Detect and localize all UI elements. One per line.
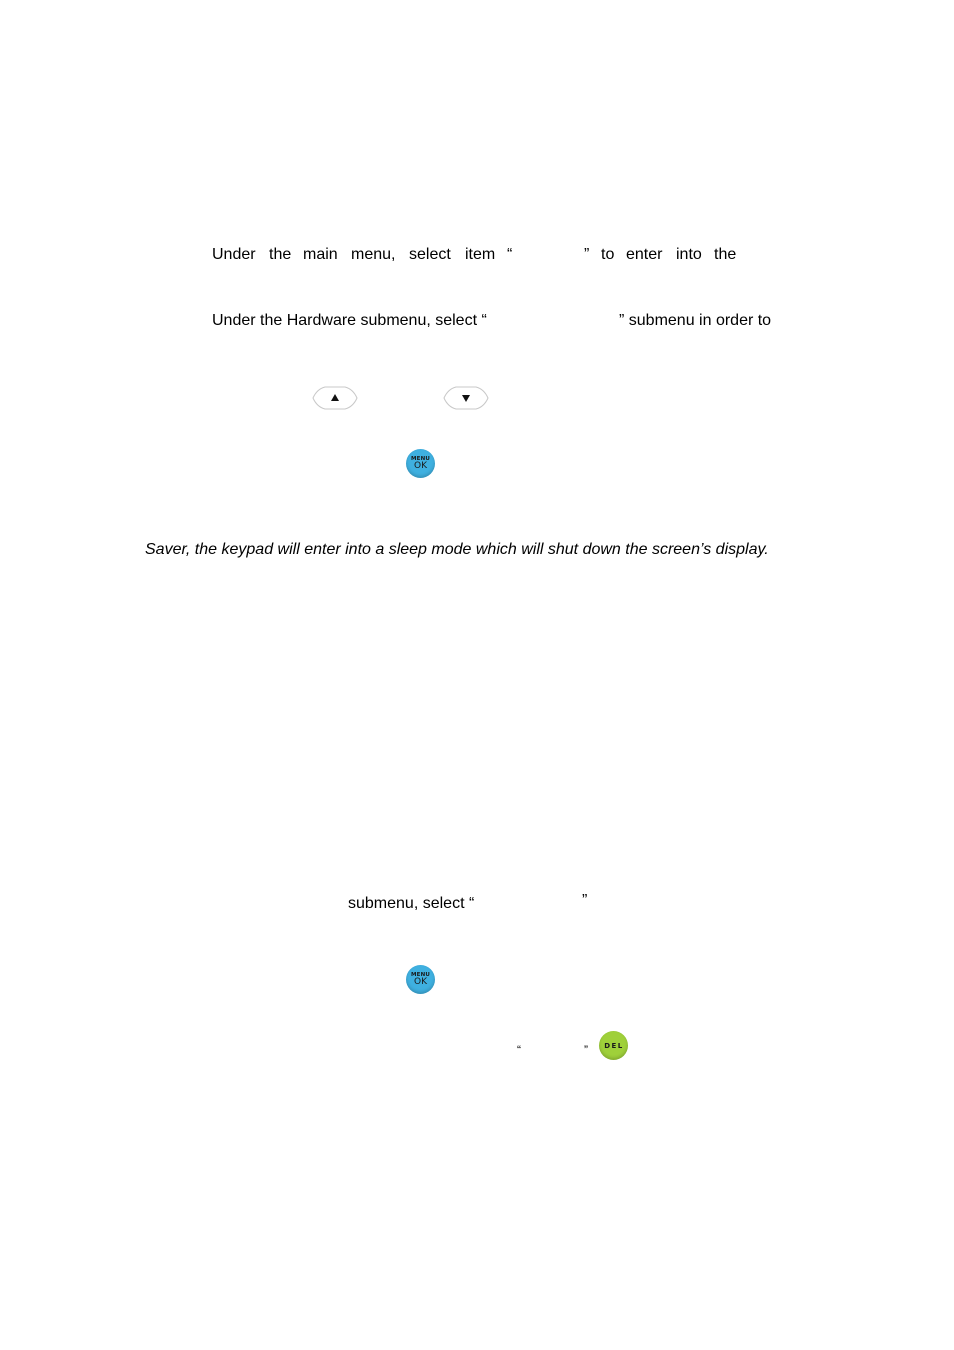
word: menu,	[351, 246, 396, 263]
word: into	[676, 246, 702, 263]
del-key-label: DEL	[604, 1041, 624, 1050]
word: the	[714, 246, 737, 263]
paragraph-hardware-text-end: ” submenu in order to	[619, 312, 772, 329]
open-quote: “	[507, 246, 513, 263]
menu-ok-key-bottom-label: OK	[414, 461, 427, 471]
close-quote: ”	[584, 246, 590, 263]
up-arrow-icon	[311, 385, 359, 411]
paragraph-hardware-text-start: Under the Hardware submenu, select “	[212, 312, 487, 329]
paragraph-submenu-text-start: submenu, select “	[348, 895, 475, 912]
word: enter	[626, 246, 663, 263]
word: to	[601, 246, 615, 263]
word: Under	[212, 246, 256, 263]
word: main	[303, 246, 338, 263]
menu-ok-key-bottom-label: OK	[414, 977, 427, 987]
delete-close-quote: ”	[584, 1043, 588, 1057]
paragraph-submenu-close-quote: ”	[582, 892, 588, 909]
menu-ok-key-top-label: MENU	[410, 456, 431, 462]
down-arrow-icon	[442, 385, 490, 411]
menu-ok-key-icon	[406, 449, 435, 478]
menu-ok-key-top-label: MENU	[410, 972, 431, 978]
menu-ok-key-icon	[406, 965, 435, 994]
delete-open-quote: “	[517, 1043, 521, 1057]
word: item	[465, 246, 496, 263]
italic-note: Saver, the keypad will enter into a sleep mode which will shut down the screen’s display.	[145, 541, 769, 558]
word: select	[409, 246, 451, 263]
word: the	[269, 246, 292, 263]
del-key-icon	[599, 1031, 628, 1060]
